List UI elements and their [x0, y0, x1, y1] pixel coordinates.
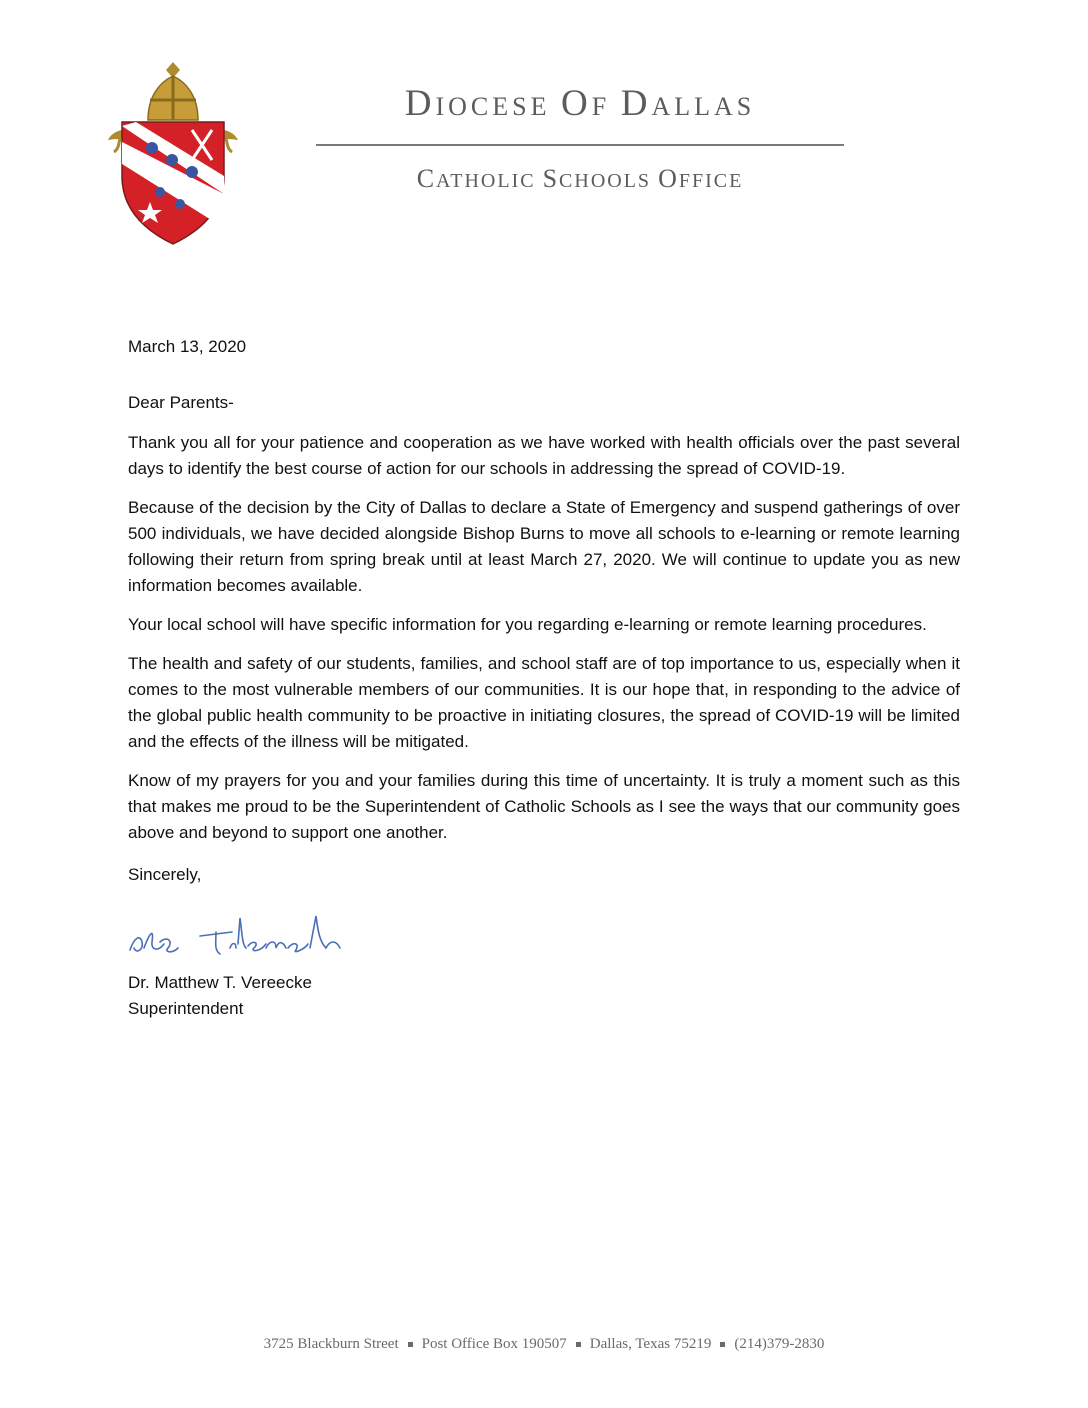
- organization-name: DIOCESE OF DALLAS: [404, 83, 756, 124]
- salutation: Dear Parents-: [128, 393, 234, 412]
- letter-body: [128, 334, 960, 901]
- footer-address: [0, 1336, 1088, 1353]
- letterhead-divider: [316, 144, 844, 146]
- handwritten-signature-icon: [120, 908, 350, 968]
- office-name: CATHOLIC SCHOOLS OFFICE: [416, 164, 744, 193]
- separator-bullet-icon: [576, 1342, 581, 1347]
- footer-city: Dallas, Texas 75219: [589, 1336, 712, 1352]
- body-paragraph: Thank you all for your patience and cooperation as we have worked with health officials over the past several days to identify the best course of action for our schools in addressing the spread of COVID-19.: [128, 433, 960, 478]
- signer-name: Dr. Matthew T. Vereecke: [128, 973, 312, 992]
- body-paragraph: Your local school will have specific information for you regarding e-learning or remote learning procedures.: [128, 615, 927, 634]
- separator-bullet-icon: [720, 1342, 725, 1347]
- body-paragraph: Know of my prayers for you and your families during this time of uncertainty. It is truly a moment such as this that makes me proud to be the Superintendent of Catholic Schools as I see the ways that our community goes above and beyond to support one another.: [128, 771, 960, 842]
- letter-date: March 13, 2020: [128, 337, 247, 356]
- signer-block: [128, 970, 312, 1022]
- body-paragraph: The health and safety of our students, families, and school staff are of top importance to us, especially when it comes to the most vulnerable members of our communities. It is our hope that, in responding to the advice of the global public health community to be proactive in initiating closures, the spread of COVID-19 will be limited and the effects of the illness will be mitigated.: [128, 654, 960, 751]
- diocese-coat-of-arms-icon: [100, 56, 246, 248]
- separator-bullet-icon: [408, 1342, 413, 1347]
- body-paragraph: Because of the decision by the City of Dallas to declare a State of Emergency and suspend gatherings of over 500 individuals, we have decided alongside Bishop Burns to move all schools to e-learning or remote learning following their return from spring break until at least March 27, 2020. We will continue to update you as new information becomes available.: [128, 498, 960, 595]
- footer-street: 3725 Blackburn Street: [263, 1336, 399, 1352]
- footer-po-box: Post Office Box 190507: [421, 1336, 567, 1352]
- footer-phone: (214)379-2830: [734, 1336, 825, 1352]
- signer-title: Superintendent: [128, 999, 244, 1018]
- closing: Sincerely,: [128, 865, 202, 884]
